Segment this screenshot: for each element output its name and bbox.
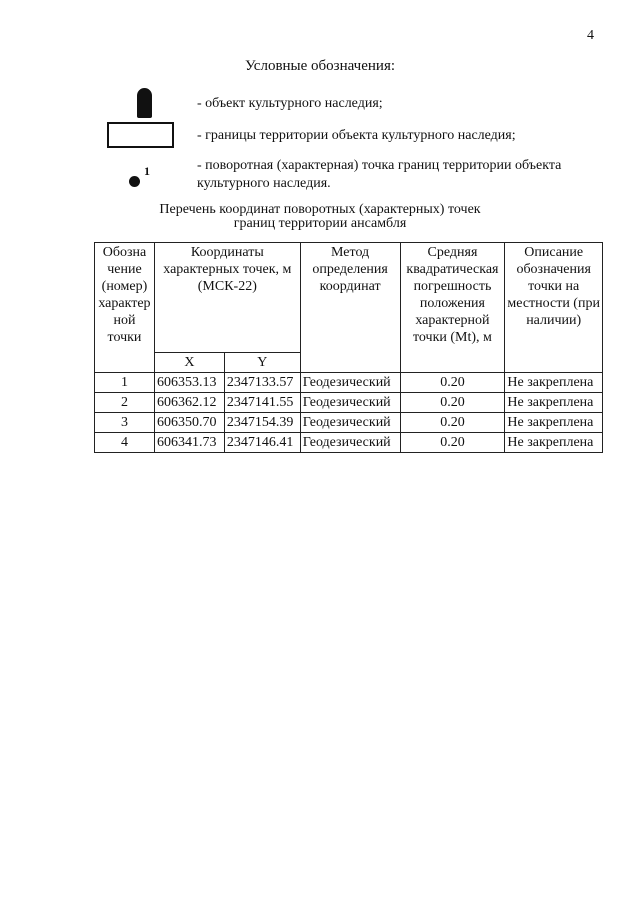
header-coordinates: Координаты характерных точек, м (МСК-22) <box>154 243 300 353</box>
header-point-designation: Обозна чение (номер) характер ной точки <box>95 243 155 373</box>
turning-point-icon <box>129 176 140 187</box>
header-error: Средняя квадратическая погрешность положения характерной точки (Mt), м <box>400 243 505 373</box>
header-description: Описание обозначения точки на местности (при наличии) <box>505 243 603 373</box>
cell-point-number: 1 <box>95 373 155 393</box>
header-y: Y <box>224 353 300 373</box>
cell-x: 606362.12 <box>154 393 224 413</box>
table-row <box>95 393 603 413</box>
cell-error: 0.20 <box>400 433 505 453</box>
cell-y: 2347141.55 <box>224 393 300 413</box>
coordinates-table <box>94 242 603 453</box>
monument-icon <box>137 88 152 118</box>
cell-y: 2347154.39 <box>224 413 300 433</box>
legend-title: Условные обозначения: <box>244 58 396 74</box>
cell-x: 606353.13 <box>154 373 224 393</box>
cell-point-number: 2 <box>95 393 155 413</box>
cell-error: 0.20 <box>400 413 505 433</box>
cell-point-number: 4 <box>95 433 155 453</box>
page-number: 4 <box>587 28 594 43</box>
turning-point-marker-label: 1 <box>144 164 150 178</box>
cell-description: Не закреплена <box>505 373 603 393</box>
table-title-line-1: Перечень координат поворотных (характерных) точек <box>159 202 481 217</box>
table-row <box>95 413 603 433</box>
cell-description: Не закреплена <box>505 393 603 413</box>
cell-method: Геодезический <box>300 393 400 413</box>
table-title-line-2: границ территории ансамбля <box>233 216 407 231</box>
cell-x: 606341.73 <box>154 433 224 453</box>
cell-description: Не закреплена <box>505 413 603 433</box>
cell-method: Геодезический <box>300 433 400 453</box>
cell-error: 0.20 <box>400 393 505 413</box>
cell-description: Не закреплена <box>505 433 603 453</box>
table-title <box>0 203 640 231</box>
cell-error: 0.20 <box>400 373 505 393</box>
legend-text-turning-point: - поворотная (характерная) точка границ территории объекта культурного наследия. <box>197 158 562 191</box>
cell-y: 2347146.41 <box>224 433 300 453</box>
cell-x: 606350.70 <box>154 413 224 433</box>
cell-y: 2347133.57 <box>224 373 300 393</box>
header-x: X <box>154 353 224 373</box>
cell-point-number: 3 <box>95 413 155 433</box>
cell-method: Геодезический <box>300 373 400 393</box>
legend-text-monument: - объект культурного наследия; <box>197 96 383 111</box>
boundary-rectangle-icon <box>107 122 174 148</box>
table-row <box>95 433 603 453</box>
header-method: Метод определения координат <box>300 243 400 373</box>
table-row <box>95 373 603 393</box>
cell-method: Геодезический <box>300 413 400 433</box>
legend-text-boundary: - границы территории объекта культурного наследия; <box>197 128 516 143</box>
